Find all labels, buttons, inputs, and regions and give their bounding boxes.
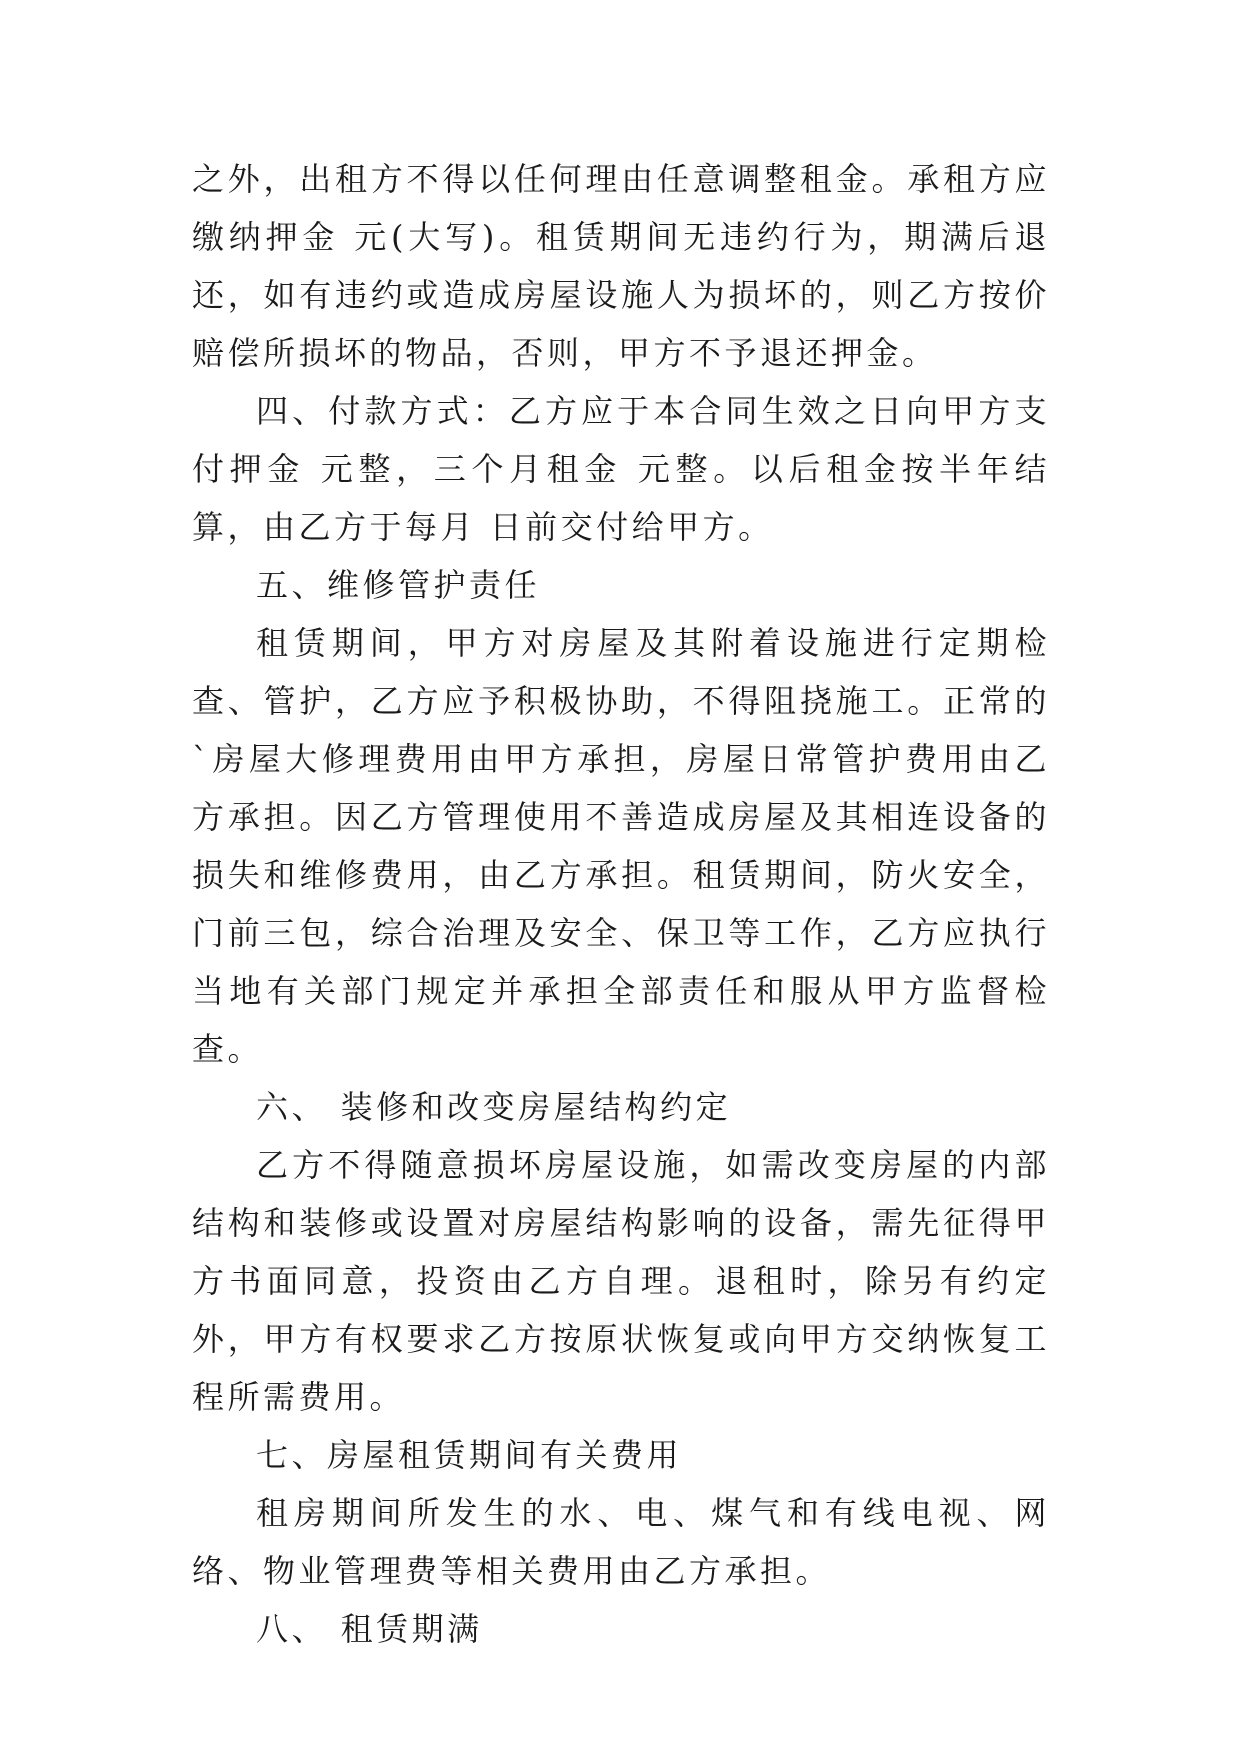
heading-lease-expiry: 八、 租赁期满 <box>256 1610 483 1648</box>
paragraph-deposit-continuation: 之外，出租方不得以任何理由任意调整租金。承租方应缴纳押金 元(大写)。租赁期间无违约行为，期满后退还，如有违约或造成房屋设施人为损坏的，则乙方按价赔偿所损坏的物品，否则，甲方不予退还押金。 <box>192 160 1050 372</box>
paragraph-maintenance: 租赁期间，甲方对房屋及其附着设施进行定期检查、管护，乙方应予积极协助，不得阻挠施工。正常的`房屋大修理费用由甲方承担，房屋日常管护费用由乙方承担。因乙方管理使用不善造成房屋及其相连设备的损失和维修费用，由乙方承担。租赁期间，防火安全，门前三包，综合治理及安全、保卫等工作，乙方应执行当地有关部门规定并承担全部责任和服从甲方监督检查。 <box>192 624 1050 1068</box>
heading-renovation: 六、 装修和改变房屋结构约定 <box>256 1088 732 1126</box>
paragraph-payment-method: 四、付款方式：乙方应于本合同生效之日向甲方支付押金 元整，三个月租金 元整。以后租金按半年结算，由乙方于每月 日前交付给甲方。 <box>192 392 1050 546</box>
heading-maintenance: 五、维修管护责任 <box>256 566 541 604</box>
paragraph-fees: 租房期间所发生的水、电、煤气和有线电视、网络、物业管理费等相关费用由乙方承担。 <box>192 1494 1050 1590</box>
document-body <box>192 150 1050 1658</box>
paragraph-renovation: 乙方不得随意损坏房屋设施，如需改变房屋的内部结构和装修或设置对房屋结构影响的设备，需先征得甲方书面同意，投资由乙方自理。退租时，除另有约定外，甲方有权要求乙方按原状恢复或向甲方交纳恢复工程所需费用。 <box>192 1146 1050 1416</box>
heading-fees: 七、房屋租赁期间有关费用 <box>256 1436 683 1474</box>
